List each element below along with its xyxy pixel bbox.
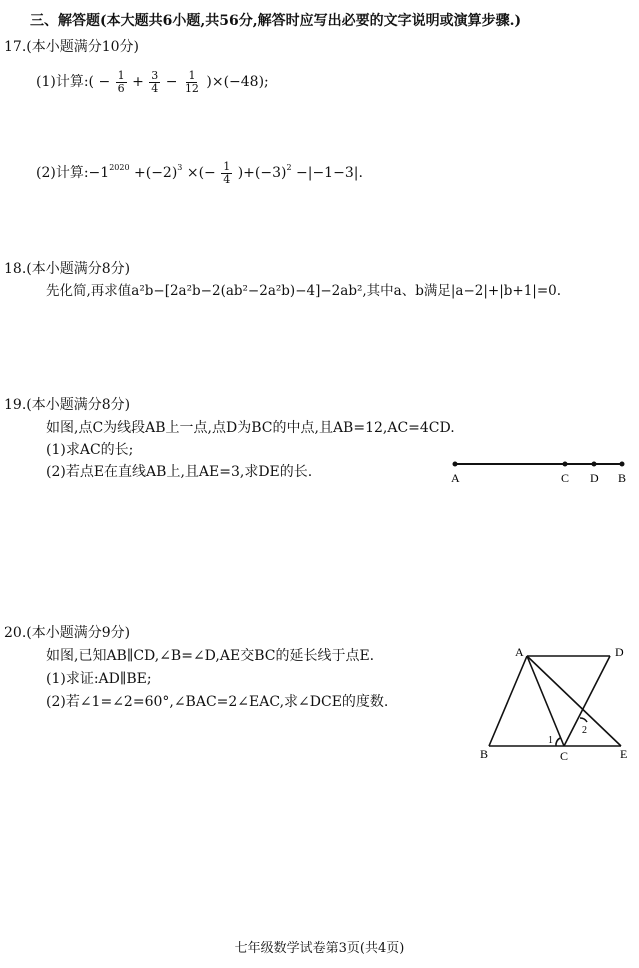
q19-line1: 如图,点C为线段AB上一点,点D为BC的中点,且AB=12,AC=4CD. bbox=[46, 420, 455, 436]
denominator: 4 bbox=[151, 81, 159, 95]
numerator: 1 bbox=[188, 68, 196, 82]
angle-2-arc bbox=[580, 718, 587, 722]
q17-part1 bbox=[36, 62, 269, 102]
q17-p2-suffix: −|−1−3|. bbox=[296, 165, 363, 181]
q17-p2-mid3: )+(−3) bbox=[237, 165, 287, 181]
q20-line3: (2)若∠1=∠2=60°,∠BAC=2∠EAC,求∠DCE的度数. bbox=[46, 694, 389, 710]
q20-line2: (1)求证:AD∥BE; bbox=[46, 671, 152, 687]
denominator: 6 bbox=[117, 81, 125, 95]
q17-p1-sign2: + bbox=[132, 74, 144, 90]
segment-dc bbox=[564, 656, 610, 746]
point-a bbox=[453, 462, 458, 467]
angle-1-arc bbox=[556, 738, 560, 746]
label-angle-1: 1 bbox=[548, 735, 553, 746]
q17-p2-prefix: (2)计算:−1 bbox=[36, 165, 110, 181]
label-b: B bbox=[480, 747, 489, 761]
denominator: 4 bbox=[223, 172, 231, 186]
exponent: 3 bbox=[177, 163, 183, 172]
q19-header: 19.(本小题满分8分) bbox=[4, 397, 131, 413]
numerator: 3 bbox=[151, 68, 159, 82]
label-b: B bbox=[618, 471, 627, 485]
q19-line3: (2)若点E在直线AB上,且AE=3,求DE的长. bbox=[46, 464, 313, 480]
q17-p2-mid2: ×(− bbox=[186, 165, 216, 181]
q19-line2: (1)求AC的长; bbox=[46, 442, 134, 458]
exponent: 2 bbox=[286, 163, 292, 172]
point-b bbox=[620, 462, 625, 467]
q17-p1-sign3: − bbox=[165, 74, 178, 90]
fraction bbox=[183, 70, 201, 95]
label-a: A bbox=[515, 645, 524, 659]
label-angle-2: 2 bbox=[582, 725, 587, 736]
parallelogram-figure bbox=[470, 640, 635, 765]
fraction bbox=[221, 161, 232, 186]
q17-header: 17.(本小题满分10分) bbox=[4, 39, 140, 55]
section-header: 三、解答题(本大题共6小题,共56分,解答时应写出必要的文字说明或演算步骤.) bbox=[30, 13, 522, 29]
fraction bbox=[116, 70, 127, 95]
q17-p1-prefix: (1)计算:( bbox=[36, 74, 95, 90]
q18-header: 18.(本小题满分8分) bbox=[4, 261, 131, 277]
segment-figure bbox=[440, 452, 635, 488]
numerator: 1 bbox=[223, 159, 231, 173]
segment-ac bbox=[527, 656, 564, 746]
fraction bbox=[149, 70, 160, 95]
segment-ae bbox=[527, 656, 621, 746]
q20-line1: 如图,已知AB∥CD,∠B=∠D,AE交BC的延长线于点E. bbox=[46, 648, 375, 664]
point-c bbox=[563, 462, 568, 467]
q18-text: 先化简,再求值a²b−[2a²b−2(ab²−2a²b)−4]−2ab²,其中a、b满足|a−2|+|b+1|=0. bbox=[46, 283, 562, 299]
q17-part2 bbox=[36, 148, 363, 188]
segment-ab bbox=[489, 656, 527, 746]
q20-header: 20.(本小题满分9分) bbox=[4, 625, 131, 641]
point-d bbox=[592, 462, 597, 467]
q17-p2-mid1: +(−2) bbox=[134, 165, 178, 181]
label-e: E bbox=[620, 747, 628, 761]
label-d: D bbox=[615, 645, 624, 659]
label-c: C bbox=[560, 749, 569, 763]
q17-p1-sign1: − bbox=[98, 74, 111, 90]
exponent: 2020 bbox=[109, 163, 130, 172]
label-a: A bbox=[451, 471, 460, 485]
q17-p1-suffix: )×(−48); bbox=[206, 74, 269, 90]
label-c: C bbox=[561, 471, 570, 485]
label-d: D bbox=[590, 471, 599, 485]
page-footer: 七年级数学试卷第3页(共4页) bbox=[234, 941, 405, 956]
numerator: 1 bbox=[117, 68, 125, 82]
denominator: 12 bbox=[184, 81, 199, 95]
